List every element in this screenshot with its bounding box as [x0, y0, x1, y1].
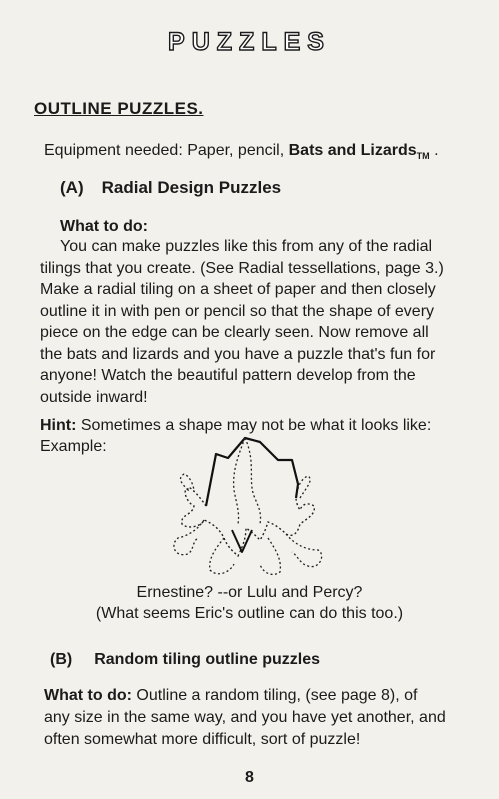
outline-puzzle-illustration [148, 432, 363, 582]
trademark-mark: TM [416, 151, 430, 162]
section-heading: OUTLINE PUZZLES. [34, 99, 204, 118]
paragraph-line: tilings that you create. (See Radial tessellations, page 3.) [40, 259, 444, 277]
section-b-what-to-do: What to do: [44, 687, 132, 704]
solid-outline [206, 438, 298, 506]
section-a-paragraph [40, 236, 470, 408]
equipment-prefix: Equipment needed: Paper, pencil, [44, 142, 289, 159]
paragraph-line: the bats and lizards and you have a puzzle that's fun for [40, 345, 436, 363]
section-b-heading [50, 651, 320, 669]
paragraph-line: piece on the edge can be clearly seen. Now remove all [40, 324, 429, 341]
paragraph-line: outline it in with pen or pencil so that the shape of every [40, 302, 435, 320]
figure-caption-2: (What seems Eric's outline can do this too.) [95, 605, 404, 622]
dotted-outline [182, 487, 315, 556]
equipment-brand: Bats and Lizards [288, 142, 417, 159]
equipment-suffix: . [429, 142, 439, 159]
figure-caption-1: Ernestine? --or Lulu and Percy? [136, 584, 363, 601]
section-a-heading [60, 178, 281, 198]
section-a-title: Radial Design Puzzles [101, 178, 282, 197]
paragraph-line: outside inward! [40, 388, 148, 406]
paragraph-line: any size in the same way, and you have yet another, and [44, 709, 446, 726]
section-b-paragraph [44, 685, 484, 751]
section-a-label: (A) [60, 178, 84, 197]
hint-text: Sometimes a shape may not be what it looks like: [76, 417, 432, 434]
paragraph-line: What to do: Outline a random tiling, (see page 8), of [44, 687, 418, 704]
v-mark [232, 530, 252, 552]
equipment-line [44, 142, 439, 161]
example-label: Example: [40, 438, 107, 455]
paragraph-line: You can make puzzles like this from any of the radial [60, 238, 433, 255]
section-a-what-to-do: What to do: [60, 218, 148, 235]
page-title: PUZZLES [168, 28, 331, 56]
paragraph-line: Make a radial tiling on a sheet of paper and then closely [40, 281, 436, 298]
section-b-title: Random tiling outline puzzles [94, 651, 320, 668]
section-b-label: (B) [50, 651, 73, 668]
paragraph-line: anyone! Watch the beautiful pattern develop from the [40, 367, 416, 384]
paragraph-line: often somewhat more difficult, sort of puzzle! [44, 731, 361, 748]
hint-label: Hint: [40, 417, 77, 434]
page-number: 8 [245, 769, 254, 786]
